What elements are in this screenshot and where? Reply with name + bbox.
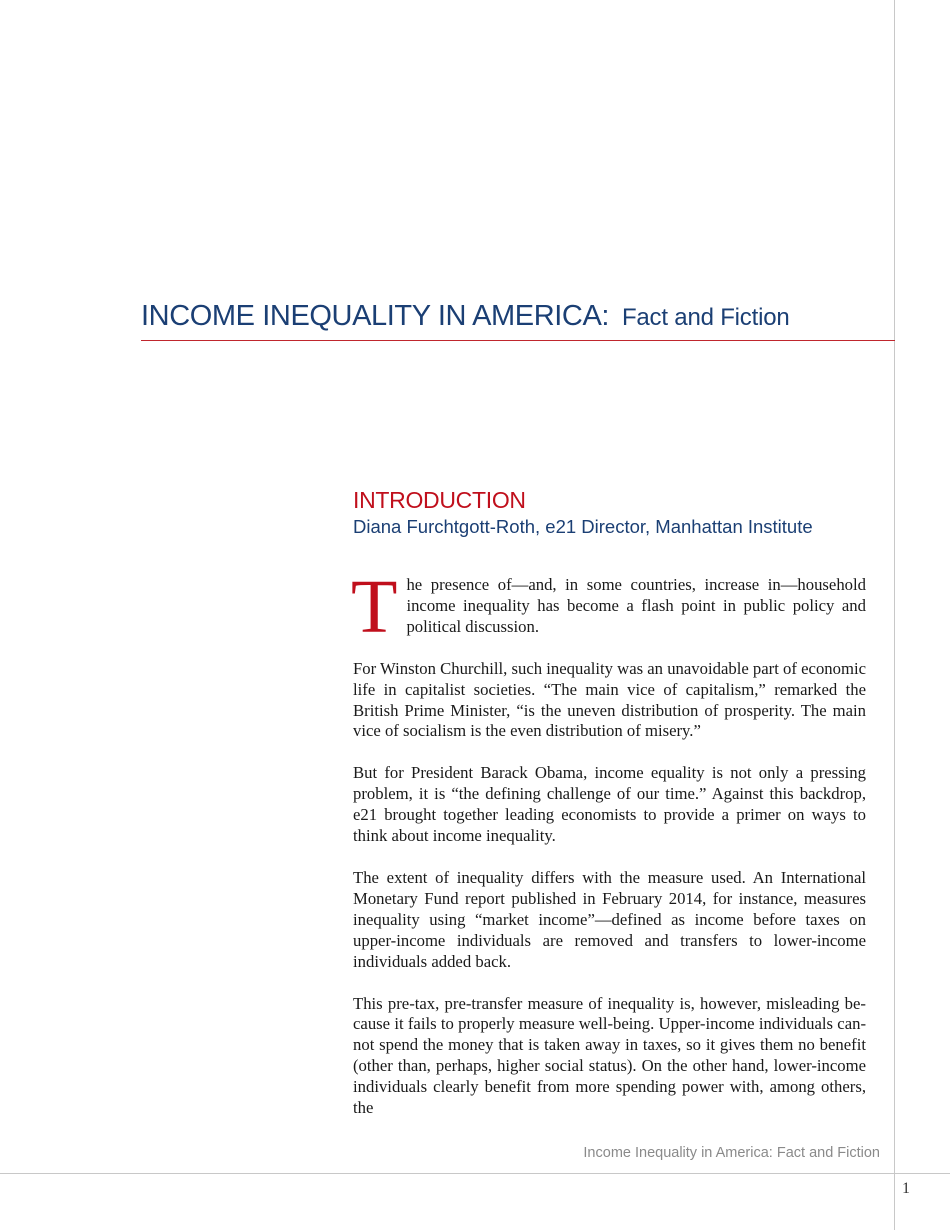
body-paragraph: This pre-tax, pre-transfer measure of inequality is, however, misleading be-cause it fails to properly measure well-being. Upper-income individuals can-not spend the money that is taken away in taxes, so it gives them no benefit (other than, perhaps, higher social status). On the other hand, lower-income individuals clearly benefit from more spending power with, among others, the (353, 993, 866, 1118)
title-underline-rule (141, 340, 895, 341)
document-title-main: INCOME INEQUALITY IN AMERICA: (141, 300, 610, 332)
body-text (351, 565, 866, 1119)
lead-paragraph (351, 565, 866, 649)
body-paragraph: For Winston Churchill, such inequality was an unavoidable part of economic life in capitalist societies. “The main vice of capitalism,” remarked the British Prime Minister, “is the uneven distribution of prosperity. The main vice of socialism is the even distribution of misery.” (353, 658, 866, 741)
running-footer-title: Income Inequality in America: Fact and Fiction (583, 1145, 880, 1161)
right-margin-rule (894, 0, 895, 1230)
section-author: Diana Furchtgott-Roth, e21 Director, Manhattan Institute (353, 516, 813, 537)
document-title (141, 296, 790, 333)
section-heading: INTRODUCTION (353, 487, 526, 513)
introduction-section (353, 486, 866, 1140)
footer-rule (0, 1173, 950, 1174)
document-title-subtitle: Fact and Fiction (621, 304, 790, 331)
page-number: 1 (902, 1180, 910, 1197)
drop-cap: T (351, 565, 398, 649)
body-paragraph: But for President Barack Obama, income equality is not only a pressing problem, it is “the defining challenge of our time.” Against this backdrop, e21 brought together leading economists to provide a primer on ways to think about income inequality. (353, 763, 866, 846)
lead-paragraph-text: he presence of—and, in some countries, increase in—household income inequality has become a flash point in public policy and political discussion. (406, 575, 866, 636)
body-paragraph: The extent of inequality differs with the measure used. An International Monetary Fund report published in February 2014, for instance, measures inequality using “market income”—defined as income before taxes on upper-income individuals are removed and transfers to lower-income individuals added back. (353, 867, 866, 971)
